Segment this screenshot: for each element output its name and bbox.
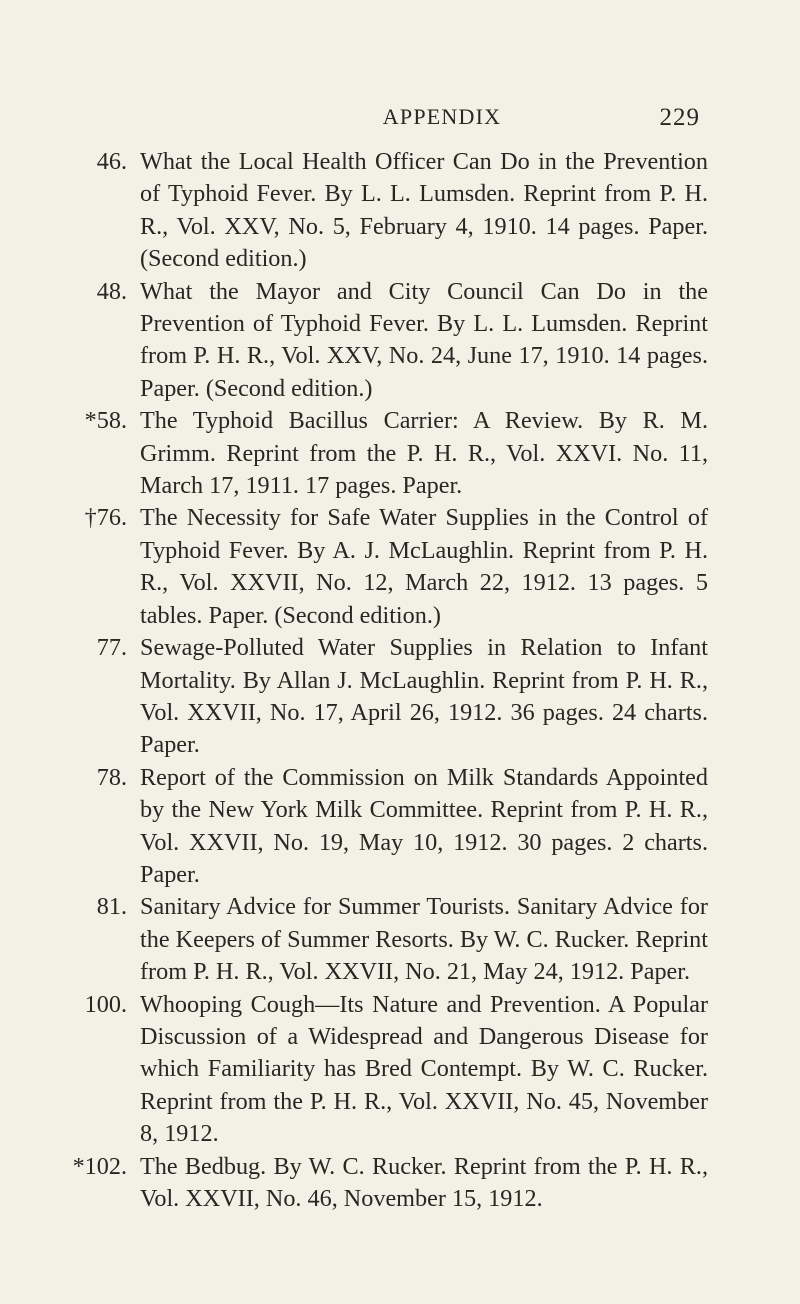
- publication-entry-78: [0, 762, 800, 892]
- publication-entry-48: [0, 276, 800, 406]
- entry-number: *58.: [84, 407, 127, 435]
- publication-entry-100: [0, 989, 800, 1151]
- entry-text: The Necessity for Safe Water Supplies in the Control of Typhoid Fever. By A. J. McLaughlin. Reprint from P. H. R., Vol. XXVII, No. 12, March 22, 1912. 13 pages. 5 tables. Paper. (Second edition.): [140, 504, 708, 629]
- running-head: [60, 104, 700, 144]
- entry-text: The Typhoid Bacillus Carrier: A Review. By R. M. Grimm. Reprint from the P. H. R., Vol. XXVI. No. 11, March 17, 1911. 17 pages. Paper.: [140, 407, 708, 500]
- entry-number: 78.: [96, 763, 127, 791]
- entry-text: Report of the Commission on Milk Standards Appointed by the New York Milk Committee. Reprint from P. H. R., Vol. XXVII, No. 19, May 10, 1912. 30 pages. 2 charts. Paper.: [140, 763, 708, 888]
- entry-number: †76.: [84, 504, 127, 532]
- publication-entry-102: [0, 1151, 800, 1216]
- entry-text: What the Local Health Officer Can Do in the Prevention of Typhoid Fever. By L. L. Lumsden. Reprint from P. H. R., Vol. XXV, No. 5, February 4, 1910. 14 pages. Paper. (Second edition.): [140, 148, 708, 273]
- entry-text: Whooping Cough—Its Nature and Prevention. A Popular Discussion of a Widespread and Dangerous Disease for which Familiarity has Bred Contempt. By W. C. Rucker. Reprint from the P. H. R., Vol. XXVII, No. 45, November 8, 1912.: [140, 990, 708, 1148]
- header-title: APPENDIX: [382, 104, 502, 129]
- entry-text: Sanitary Advice for Summer Tourists. Sanitary Advice for the Keepers of Summer Resorts. By W. C. Rucker. Reprint from P. H. R., Vol. XXVII, No. 21, May 24, 1912. Paper.: [140, 893, 708, 986]
- entry-number: *102.: [72, 1152, 127, 1180]
- entry-number: 77.: [96, 634, 127, 662]
- entry-text: What the Mayor and City Council Can Do in the Prevention of Typhoid Fever. By L. L. Lumsden. Reprint from P. H. R., Vol. XXV, No. 24, June 17, 1910. 14 pages. Paper. (Second edition.): [140, 277, 708, 402]
- entry-number: 81.: [96, 893, 127, 921]
- entry-number: 48.: [96, 277, 127, 305]
- entry-number: 46.: [96, 148, 127, 175]
- publication-entry-76: [0, 502, 800, 632]
- publication-entry-81: [0, 891, 800, 988]
- entry-number: 100.: [84, 990, 127, 1018]
- publication-list: [0, 146, 800, 1215]
- entry-text: Sewage-Polluted Water Supplies in Relation to Infant Mortality. By Allan J. McLaughlin. Reprint from P. H. R., Vol. XXVII, No. 17, April 26, 1912. 36 pages. 24 charts. Paper.: [140, 634, 708, 759]
- publication-entry-77: [0, 632, 800, 762]
- publication-entry-46: [0, 146, 800, 276]
- publication-entry-58: [0, 405, 800, 502]
- page-number: 229: [659, 104, 700, 131]
- entry-text: The Bedbug. By W. C. Rucker. Reprint from the P. H. R., Vol. XXVII, No. 46, November 15, 1912.: [140, 1152, 708, 1212]
